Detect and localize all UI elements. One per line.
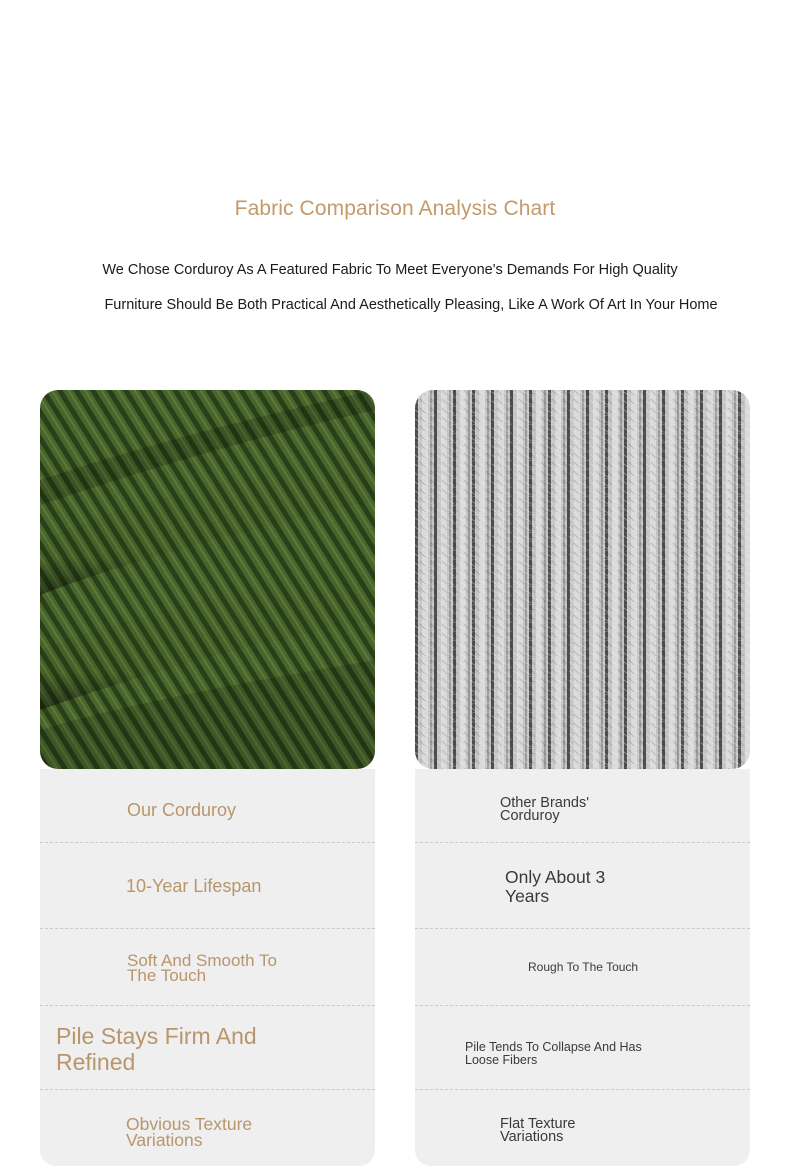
chart-title: Fabric Comparison Analysis Chart xyxy=(234,197,556,220)
lifespan-text: Only About 3 Years xyxy=(505,867,606,906)
other-brands-corduroy-photo xyxy=(415,390,750,769)
other-brands-column xyxy=(415,769,750,1166)
list-item xyxy=(40,843,375,929)
pile-text: Pile Stays Firm And Refined xyxy=(56,1023,257,1075)
pile-text: Pile Tends To Collapse And Has Loose Fibers xyxy=(465,1040,642,1067)
our-corduroy-column xyxy=(40,769,375,1166)
list-item xyxy=(415,1090,750,1166)
texture-text: Obvious Texture Variations xyxy=(126,1114,253,1150)
list-item xyxy=(40,1006,375,1090)
list-item xyxy=(415,843,750,929)
texture-text: Flat Texture Variations xyxy=(500,1116,576,1145)
our-corduroy-heading: Our Corduroy xyxy=(127,800,237,820)
other-brands-heading-cell xyxy=(415,769,750,843)
list-item xyxy=(415,929,750,1006)
touch-text: Soft And Smooth To The Touch xyxy=(127,951,277,985)
list-item xyxy=(40,929,375,1006)
our-corduroy-photo xyxy=(40,390,375,769)
other-brands-heading: Other Brands' Corduroy xyxy=(500,795,590,824)
our-corduroy-heading-cell xyxy=(40,769,375,843)
touch-text: Rough To The Touch xyxy=(528,960,639,974)
subtitle-line-1: We Chose Corduroy As A Featured Fabric To Meet Everyone's Demands For High Quality xyxy=(102,262,678,278)
list-item xyxy=(40,1090,375,1166)
subtitle-line-2: Furniture Should Be Both Practical And Aesthetically Pleasing, Like A Work Of Art In Your Home xyxy=(104,297,718,313)
list-item xyxy=(415,1006,750,1090)
lifespan-text: 10-Year Lifespan xyxy=(126,876,262,896)
